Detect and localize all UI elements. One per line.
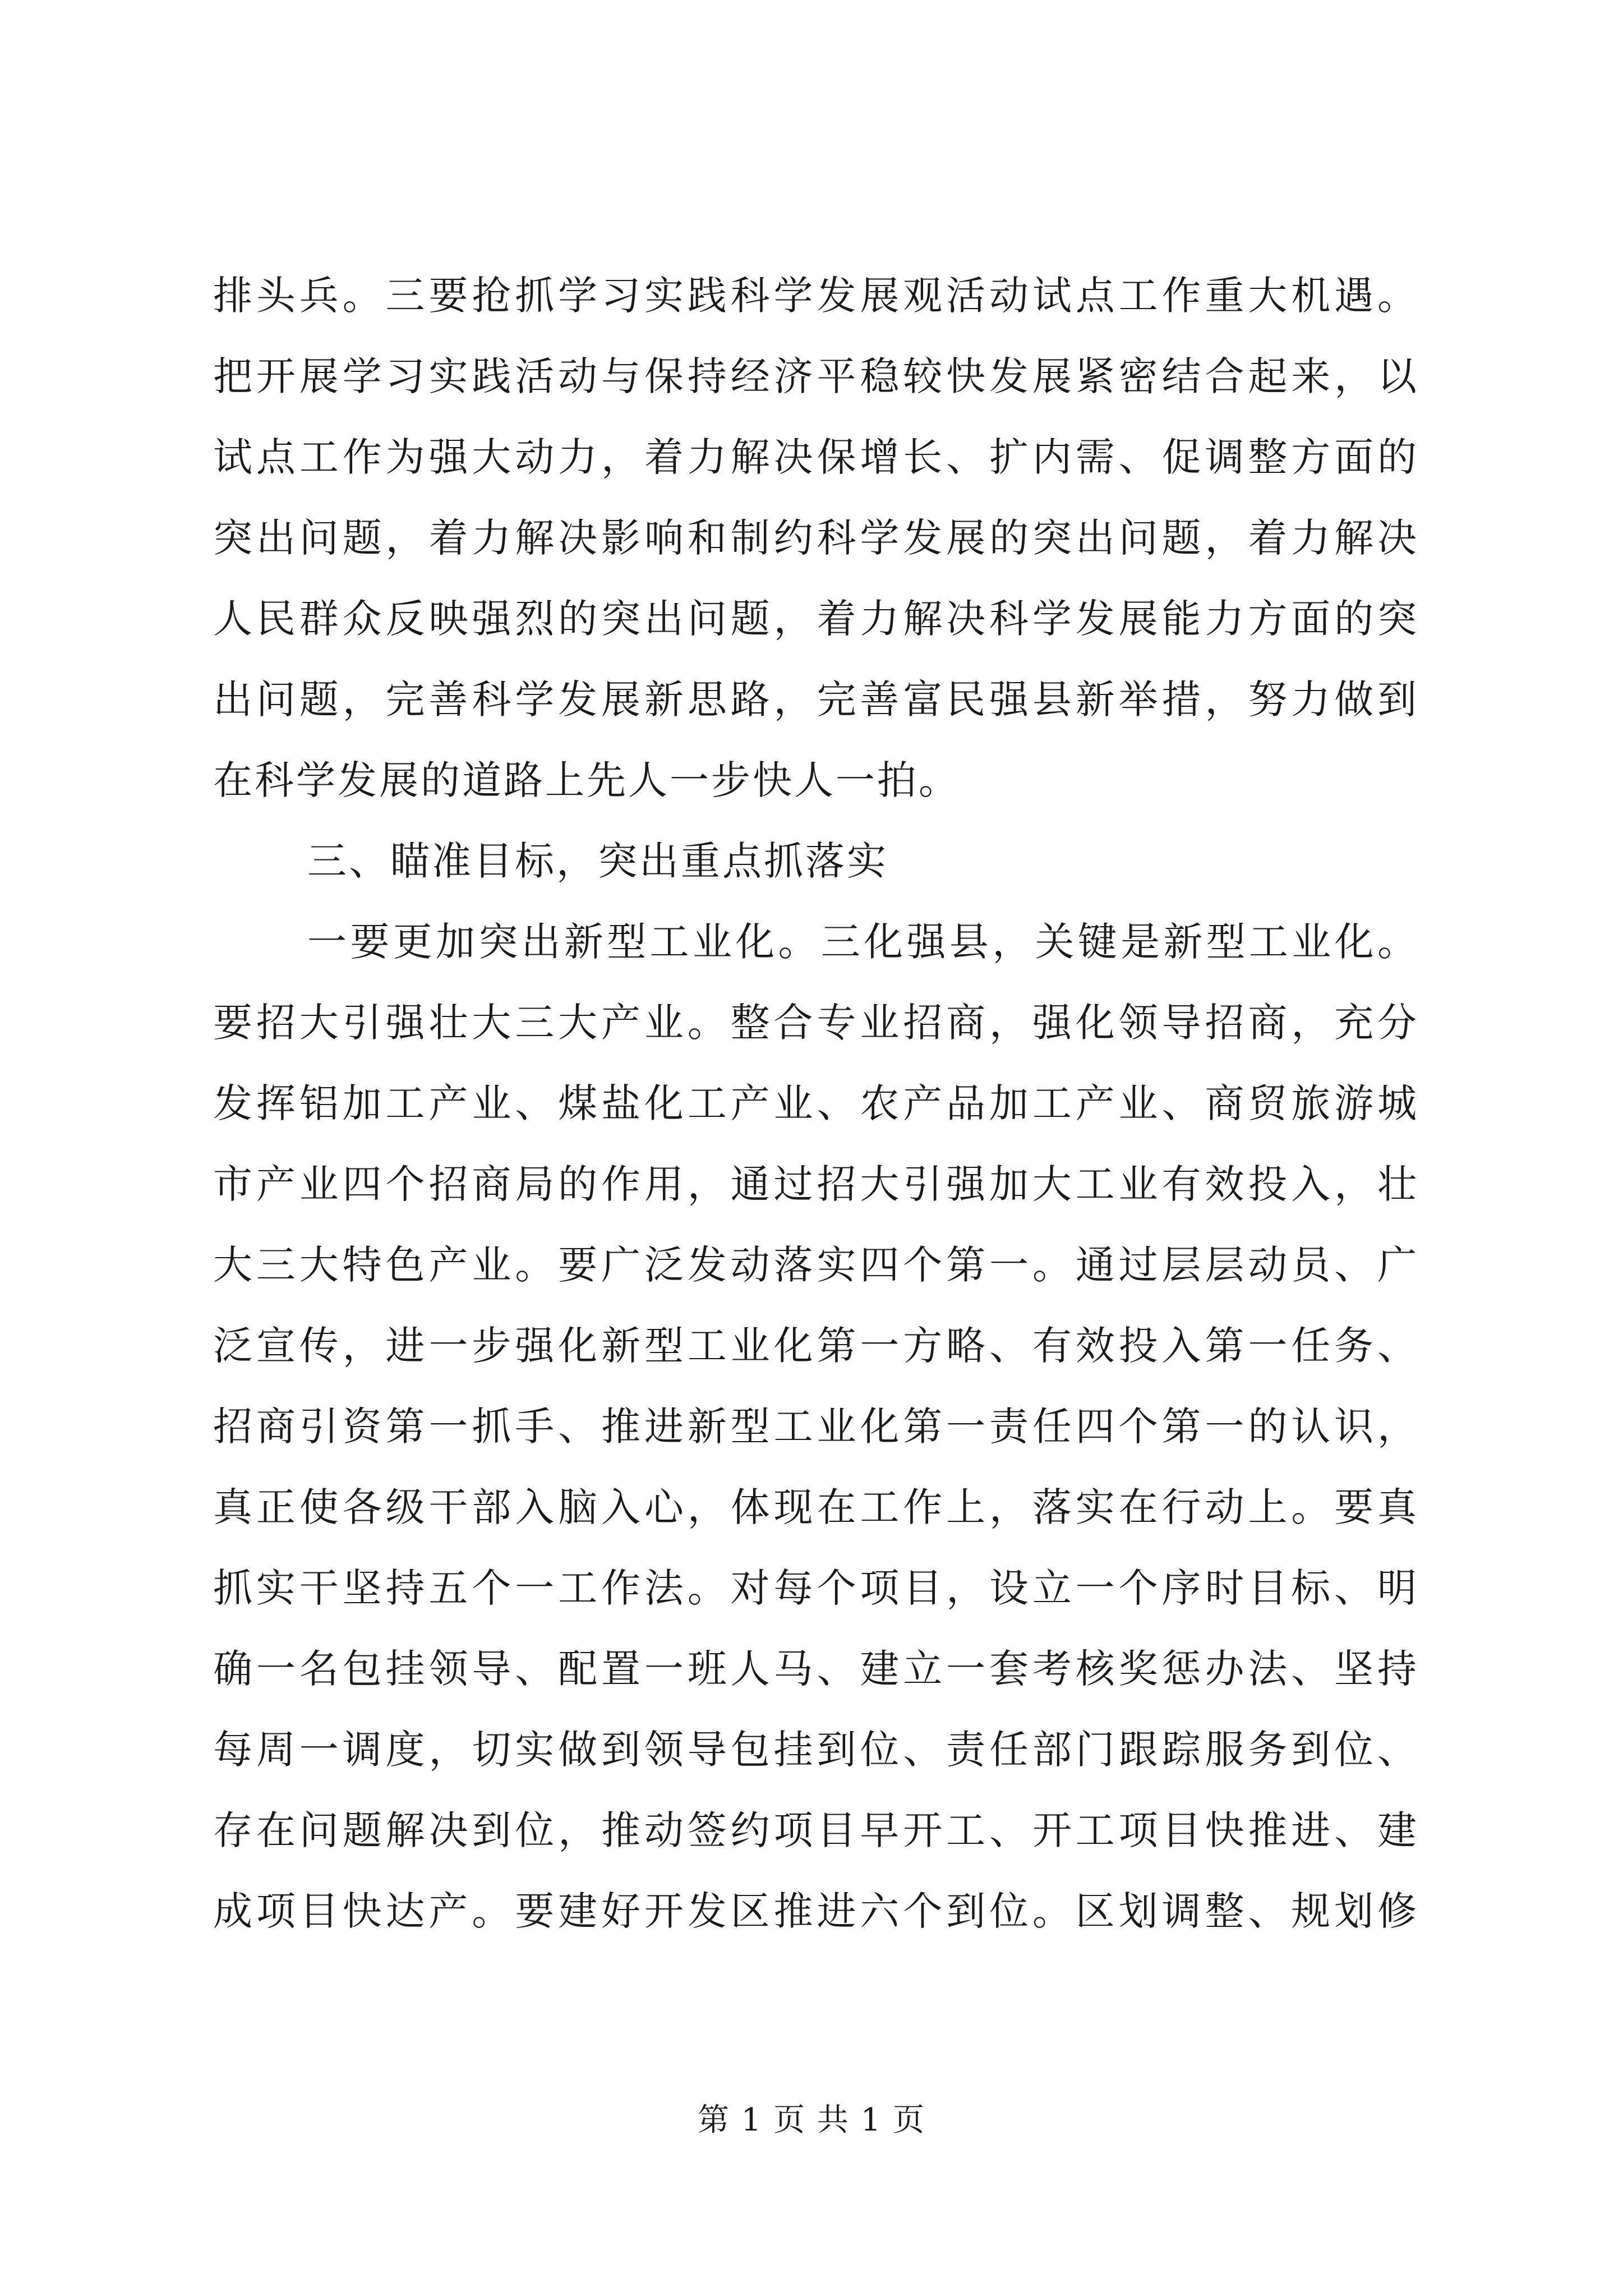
paragraph-line: 排头兵。三要抢抓学习实践科学发展观活动试点工作重大机遇。 — [213, 273, 1419, 319]
paragraph-line: 招商引资第一抓手、推进新型工业化第一责任四个第一的认识， — [213, 1404, 1419, 1450]
paragraph-line: 抓实干坚持五个一工作法。对每个项目，设立一个序时目标、明 — [213, 1565, 1419, 1611]
paragraph-line: 确一名包挂领导、配置一班人马、建立一套考核奖惩办法、坚持 — [213, 1646, 1419, 1692]
paragraph-line: 存在问题解决到位，推动签约项目早开工、开工项目快推进、建 — [213, 1807, 1419, 1853]
paragraph-line: 要招大引强壮大三大产业。整合专业招商，强化领导招商，充分 — [213, 1000, 1419, 1046]
paragraph-line: 市产业四个招商局的作用，通过招大引强加大工业有效投入，壮 — [213, 1161, 1419, 1207]
paragraph-line: 一要更加突出新型工业化。三化强县，关键是新型工业化。 — [307, 919, 1419, 965]
paragraph-line: 在科学发展的道路上先人一步快人一拍。 — [213, 757, 960, 803]
document-body — [213, 255, 1419, 1952]
paragraph-line: 真正使各级干部入脑入心，体现在工作上，落实在行动上。要真 — [213, 1484, 1419, 1530]
paragraph-line: 泛宣传，进一步强化新型工业化第一方略、有效投入第一任务、 — [213, 1323, 1419, 1369]
section-heading: 三、瞄准目标，突出重点抓落实 — [307, 838, 888, 884]
paragraph-line: 每周一调度，切实做到领导包挂到位、责任部门跟踪服务到位、 — [213, 1727, 1419, 1773]
paragraph-line: 出问题，完善科学发展新思路，完善富民强县新举措，努力做到 — [213, 677, 1419, 723]
paragraph-line: 突出问题，着力解决影响和制约科学发展的突出问题，着力解决 — [213, 515, 1419, 561]
page-number-footer: 第 1 页 共 1 页 — [697, 2102, 926, 2138]
paragraph-line: 发挥铝加工产业、煤盐化工产业、农产品加工产业、商贸旅游城 — [213, 1080, 1419, 1126]
paragraph-line: 人民群众反映强烈的突出问题，着力解决科学发展能力方面的突 — [213, 596, 1419, 642]
paragraph-line: 把开展学习实践活动与保持经济平稳较快发展紧密结合起来，以 — [213, 353, 1419, 399]
paragraph-line: 成项目快达产。要建好开发区推进六个到位。区划调整、规划修 — [213, 1888, 1419, 1934]
paragraph-line: 大三大特色产业。要广泛发动落实四个第一。通过层层动员、广 — [213, 1242, 1419, 1288]
paragraph-line: 试点工作为强大动力，着力解决保增长、扩内需、促调整方面的 — [213, 434, 1419, 480]
